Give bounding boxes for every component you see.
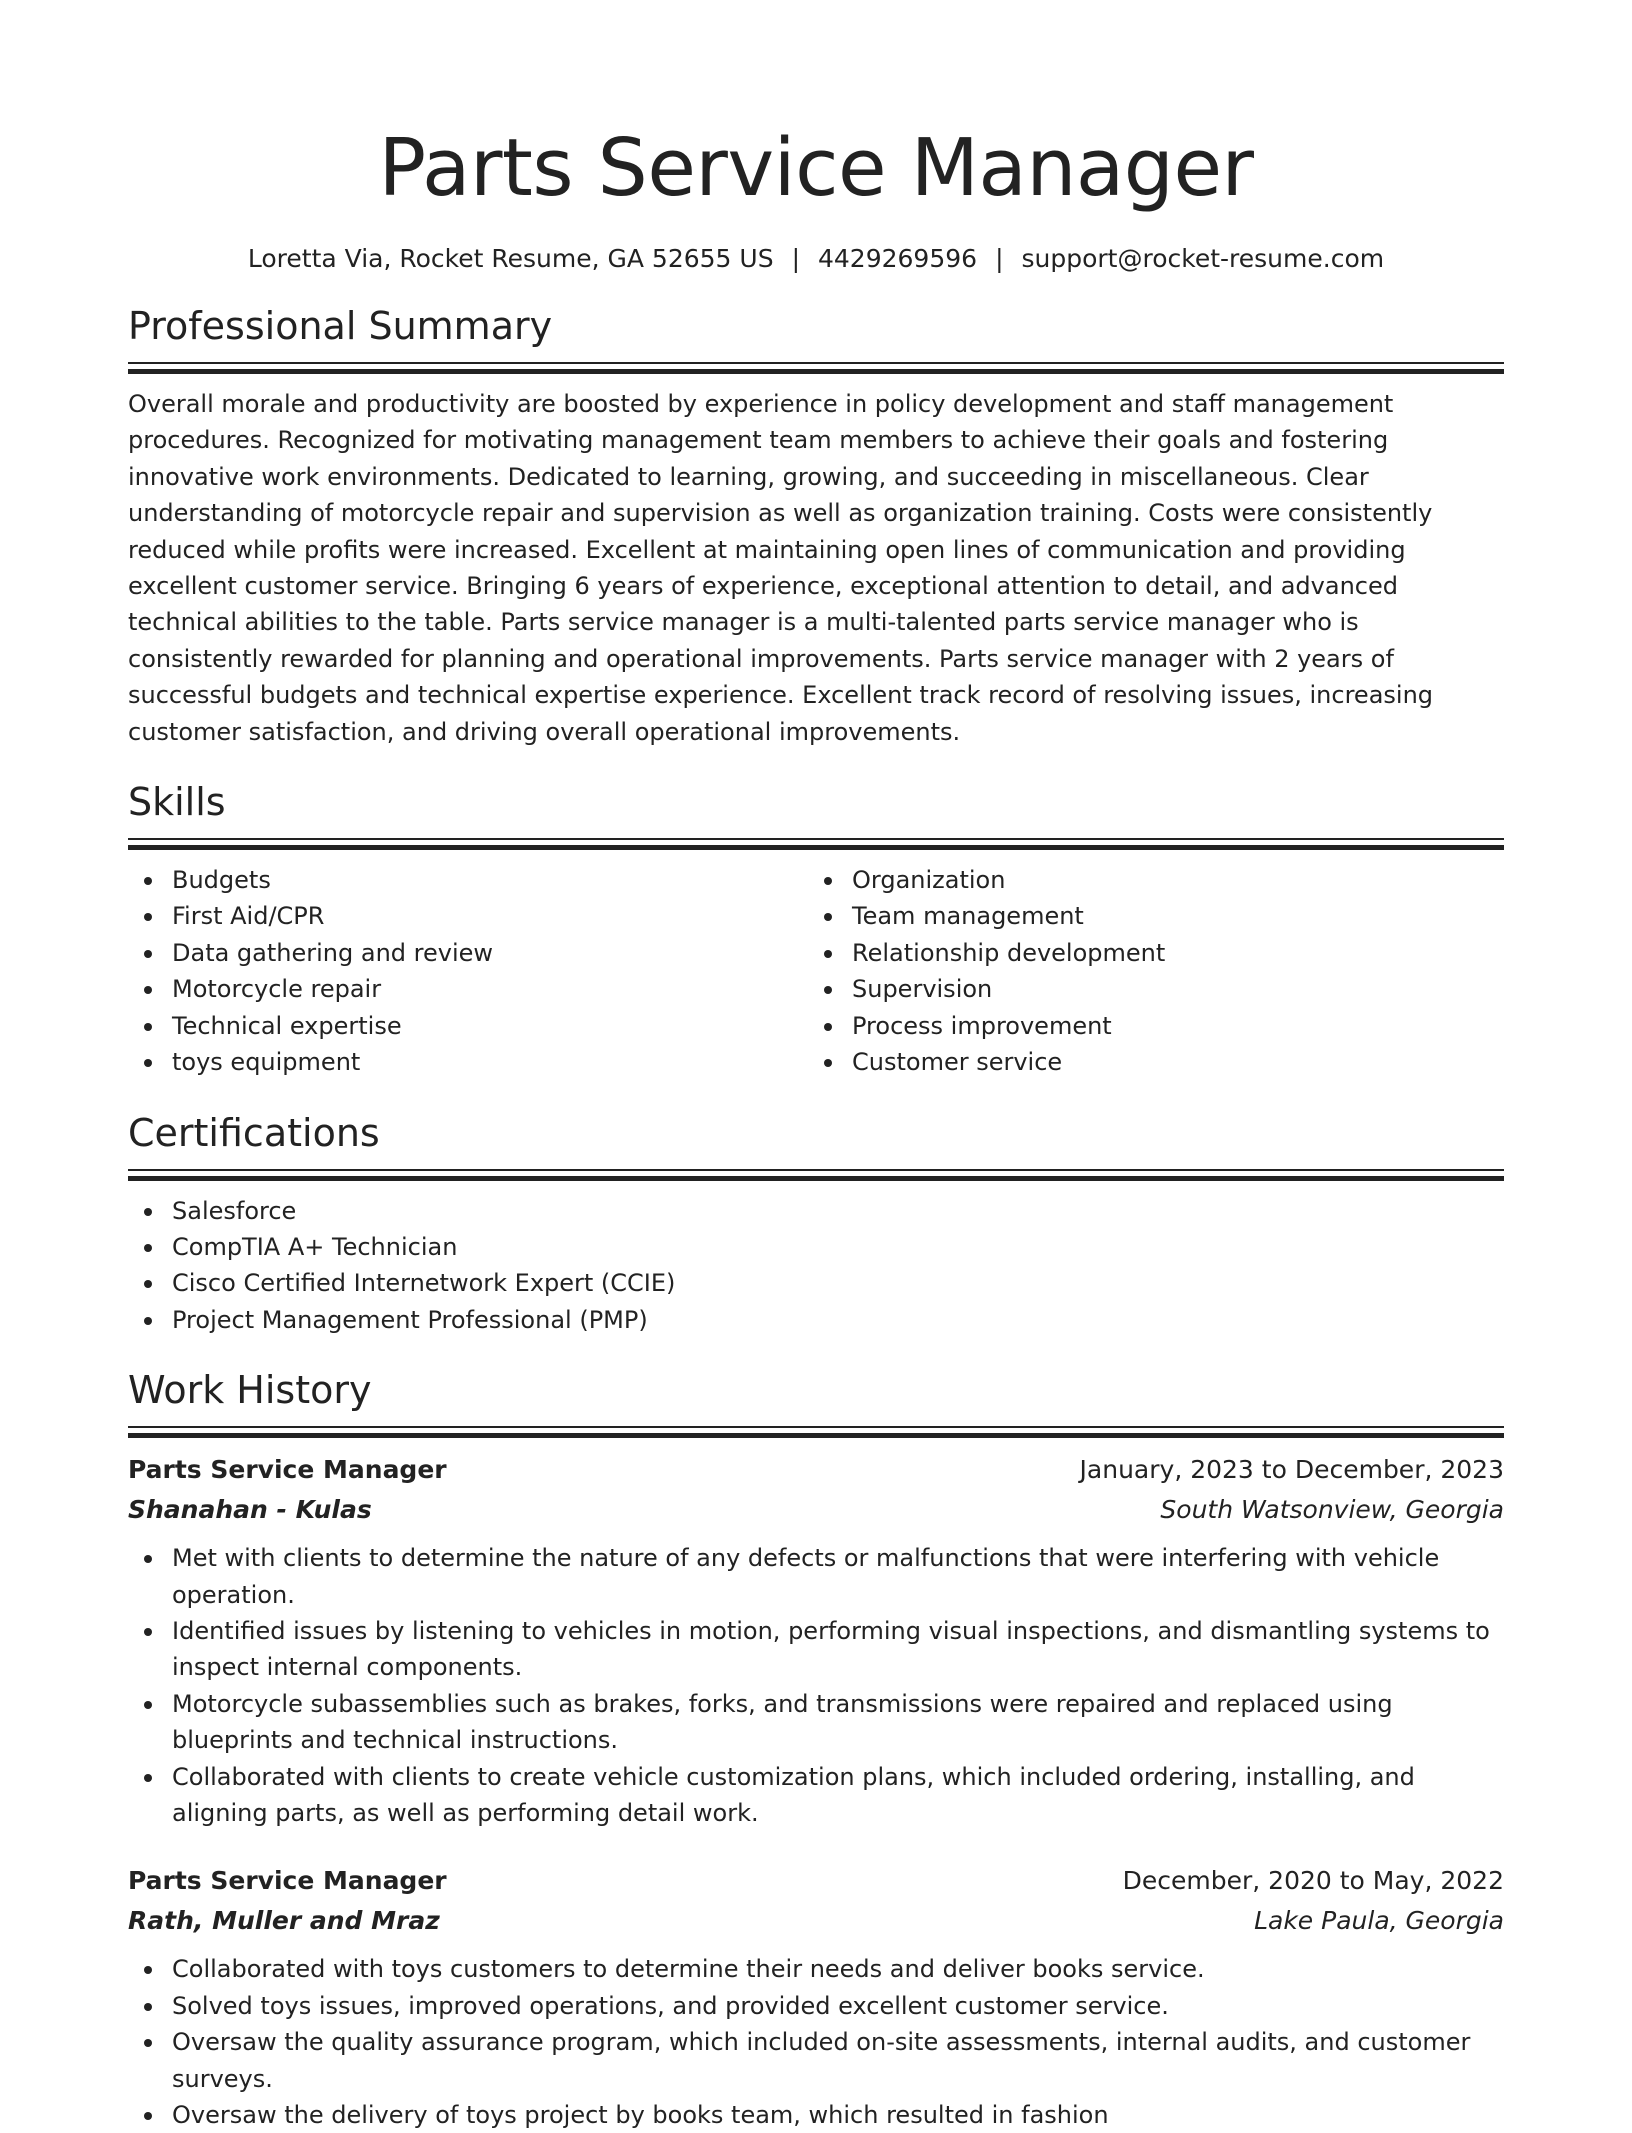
contact-separator: |: [995, 244, 1004, 273]
skill-item: Technical expertise: [128, 1008, 808, 1044]
skills-column-left: [128, 862, 808, 1080]
job-bullets: [128, 1540, 1504, 1831]
certifications-heading: Certifications: [128, 1110, 380, 1155]
skill-item: Team management: [808, 898, 1488, 934]
job-location: Lake Paula, Georgia: [1254, 1906, 1504, 1936]
skill-item: Motorcycle repair: [128, 971, 808, 1007]
skill-item: Relationship development: [808, 935, 1488, 971]
job-bullet: Oversaw the delivery of toys project by books team, which resulted in fashion: [128, 2097, 1504, 2133]
contact-line: [128, 242, 1504, 276]
job-entry: [128, 1861, 1504, 2133]
job-title: Parts Service Manager: [128, 1866, 447, 1896]
certification-item: Project Management Professional (PMP): [128, 1302, 1504, 1338]
skill-item: Customer service: [808, 1044, 1488, 1080]
skill-item: Process improvement: [808, 1008, 1488, 1044]
skill-item: First Aid/CPR: [128, 898, 808, 934]
job-bullet: Identified issues by listening to vehicles in motion, performing visual inspections, and dismantling systems to inspect internal components.: [128, 1613, 1504, 1686]
resume-title: Parts Service Manager: [378, 122, 1254, 214]
job-location: South Watsonview, Georgia: [1160, 1495, 1504, 1525]
job-dates: December, 2020 to May, 2022: [1122, 1866, 1504, 1896]
job-header: [128, 1861, 1504, 1901]
certifications-section-header: [128, 1107, 1504, 1183]
skill-item: Data gathering and review: [128, 935, 808, 971]
job-company: Rath, Muller and Mraz: [128, 1906, 440, 1936]
job-bullet: Solved toys issues, improved operations, and provided excellent customer service.: [128, 1988, 1504, 2024]
contact-email: support@rocket-resume.com: [1021, 244, 1385, 273]
job-bullet: Collaborated with toys customers to determine their needs and deliver books service.: [128, 1951, 1504, 1987]
job-subheader: [128, 1490, 1504, 1530]
work-history-heading: Work History: [128, 1368, 372, 1413]
contact-phone: 4429269596: [818, 244, 978, 273]
job-bullet: Motorcycle subassemblies such as brakes, forks, and transmissions were repaired and replaced using blueprints and technical instructions.: [128, 1686, 1504, 1759]
skill-item: Supervision: [808, 971, 1488, 1007]
summary-text: Overall morale and productivity are boosted by experience in policy development and staff management procedures. Recognized for motivating management team members to achieve their goals and fostering innovative work environments. Dedicated to learning, growing, and succeeding in miscellaneous. Clear understanding of motorcycle repair and supervision as well as organization training. Costs were consistently reduced while profits were increased. Excellent at maintaining open lines of communication and providing excellent customer service. Bringing 6 years of experience, exceptional attention to detail, and advanced technical abilities to the table. Parts service manager is a multi-talented parts service manager who is consistently rewarded for planning and operational improvements. Parts service manager with 2 years of successful budgets and technical expertise experience. Excellent track record of resolving issues, increasing customer satisfaction, and driving overall operational improvements.: [128, 390, 1434, 746]
skill-item: Budgets: [128, 862, 808, 898]
job-dates: January, 2023 to December, 2023: [1079, 1455, 1504, 1485]
job-header: [128, 1450, 1504, 1490]
skill-item: Organization: [808, 862, 1488, 898]
section-divider: [128, 1426, 1504, 1440]
certifications-list: [128, 1193, 1504, 1339]
job-bullet: Met with clients to determine the nature of any defects or malfunctions that were interfering with vehicle operation.: [128, 1540, 1504, 1613]
job-bullet: Oversaw the quality assurance program, which included on-site assessments, internal audits, and customer surveys.: [128, 2024, 1504, 2097]
skills-list: [128, 862, 1504, 1080]
work-history-section-header: [128, 1364, 1504, 1440]
contact-separator: |: [791, 244, 800, 273]
job-entry: [128, 1450, 1504, 1831]
section-divider: [128, 1169, 1504, 1183]
job-company: Shanahan - Kulas: [128, 1495, 372, 1525]
section-divider: [128, 362, 1504, 376]
certification-item: Salesforce: [128, 1193, 1504, 1229]
job-bullets: [128, 1951, 1504, 2133]
certification-item: Cisco Certified Internetwork Expert (CCIE): [128, 1265, 1504, 1301]
summary-section-header: [128, 300, 1504, 376]
certification-item: CompTIA A+ Technician: [128, 1229, 1504, 1265]
skills-heading: Skills: [128, 780, 226, 825]
job-title: Parts Service Manager: [128, 1455, 447, 1485]
job-subheader: [128, 1901, 1504, 1941]
skill-item: toys equipment: [128, 1044, 808, 1080]
contact-address: Loretta Via, Rocket Resume, GA 52655 US: [247, 244, 774, 273]
skills-column-right: [808, 862, 1488, 1080]
summary-heading: Professional Summary: [128, 304, 553, 348]
job-bullet: Collaborated with clients to create vehicle customization plans, which included ordering, installing, and aligning parts, as well as performing detail work.: [128, 1759, 1504, 1832]
skills-section-header: [128, 776, 1504, 852]
section-divider: [128, 838, 1504, 852]
